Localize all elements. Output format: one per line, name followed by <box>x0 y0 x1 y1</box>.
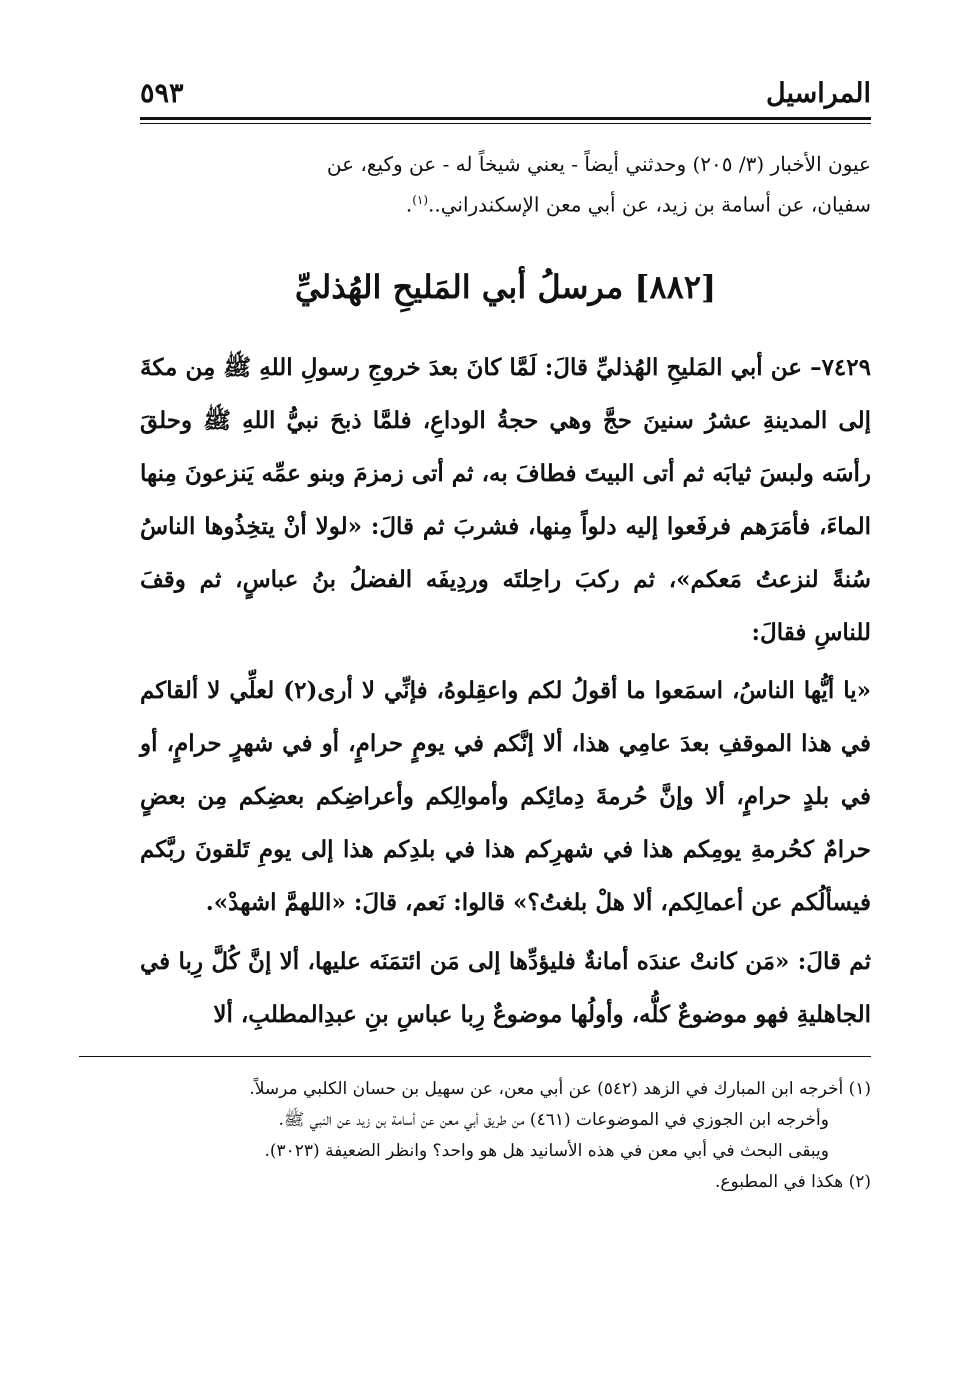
header-rule-thick <box>140 117 871 120</box>
paragraph-text: «يا أيُّها الناسُ، اسمَعوا ما أقولُ لكم واعقِلوهُ، فإنِّي لا أرى(٢) لعلِّي لا ألقاكم في هذا الموقفِ بعدَ عامِي هذا، ألا إنَّكم في يومٍ حرامٍ، أو في شهرٍ حرامٍ، أو في بلدٍ حرامٍ، ألا وإنَّ حُرمةَ دِمائِكم وأموالِكم وأعراضِكم بعضِكم مِن بعضٍ حرامٌ كحُرمةِ يومِكم هذا في شهرِكم هذا في بلدِكم هذا إلى يومِ تَلقونَ ربَّكم فيسألُكم عن أعمالِكم، ألا هلْ بلغتُ؟» قالوا: نَعم، قالَ: «اللهمَّ اشهدْ». <box>140 677 871 916</box>
running-header-title: المراسيل <box>766 78 871 109</box>
hadith-paragraph-3 <box>140 935 871 1041</box>
footnote-2: (٢) هكذا في المطبوع. <box>714 1172 871 1192</box>
page-number: ٥٩٣ <box>140 78 184 109</box>
footnotes <box>140 1074 871 1198</box>
intro-line-1: عيون الأخبار (٣/ ٢٠٥) وحدثني أيضاً - يعني شيخاً له - عن وكيع، عن <box>326 152 871 176</box>
section-heading: [٨٨٢] مرسلُ أبي المَليحِ الهُذليِّ <box>294 268 717 306</box>
footnote-separator <box>79 1056 871 1057</box>
hadith-paragraph-1 <box>140 341 871 659</box>
hadith-paragraph-2 <box>140 664 871 929</box>
paragraph-text: ٧٤٢٩– عن أبي المَليحِ الهُذليِّ قالَ: لَمَّا كانَ بعدَ خروجِ رسولِ اللهِ ﷺ مِن مكةَ إلى المدينةِ عشرُ سنينَ حجَّ وهي حجةُ الوداعِ، فلمَّا ذبحَ نبيُّ اللهِ ﷺ وحلقَ رأسَه ولبسَ ثيابَه ثم أتى البيتَ فطافَ به، ثم أتى زمزمَ وبنو عمِّه يَنزعونَ مِنها الماءَ، فأمَرَهم فرفَعوا إليه دلواً مِنها، فشربَ ثم قالَ: «لولا أنْ يتخِذُوها الناسُ سُنةً لنزعتُ مَعكم»، ثم ركبَ راحِلتَه وردِيفَه الفضلُ بنُ عباسٍ، ثم وقفَ للناسِ فقالَ: <box>140 354 871 646</box>
intro-line-2-end: . <box>405 192 413 217</box>
header-rule-thin <box>140 123 871 124</box>
intro-citation <box>140 146 871 223</box>
intro-line-2 <box>140 182 871 223</box>
footnote-ref-1: (١) <box>412 193 429 207</box>
footnote-1-continuation: وأخرجه ابن الجوزي في الموضوعات (٤٦١) من طريق أبي معن عن أسامة بن زيد عن النبي ﷺ. <box>278 1110 829 1130</box>
footnote-1: (١) أخرجه ابن المبارك في الزهد (٥٤٢) عن أبي معن، عن سهيل بن حسان الكلبي مرسلاً. <box>249 1079 871 1099</box>
footnote-1-note: ويبقى البحث في أبي معن في هذه الأسانيد هل هو واحد؟ وانظر الضعيفة (٣٠٢٣). <box>264 1141 829 1161</box>
paragraph-text: ثم قالَ: «مَن كانتْ عندَه أمانةٌ فليؤدِّها إلى مَن ائتمَنَه عليها، ألا إنَّ كُلَّ رِبا في الجاهليةِ فهو موضوعٌ كلُّه، وأولُها موضوعٌ رِبا عباسِ بنِ عبدِالمطلبِ، ألا <box>140 948 871 1028</box>
intro-line-2-text: سفيان، عن أسامة بن زيد، عن أبي معن الإسكندراني.. <box>428 192 871 217</box>
